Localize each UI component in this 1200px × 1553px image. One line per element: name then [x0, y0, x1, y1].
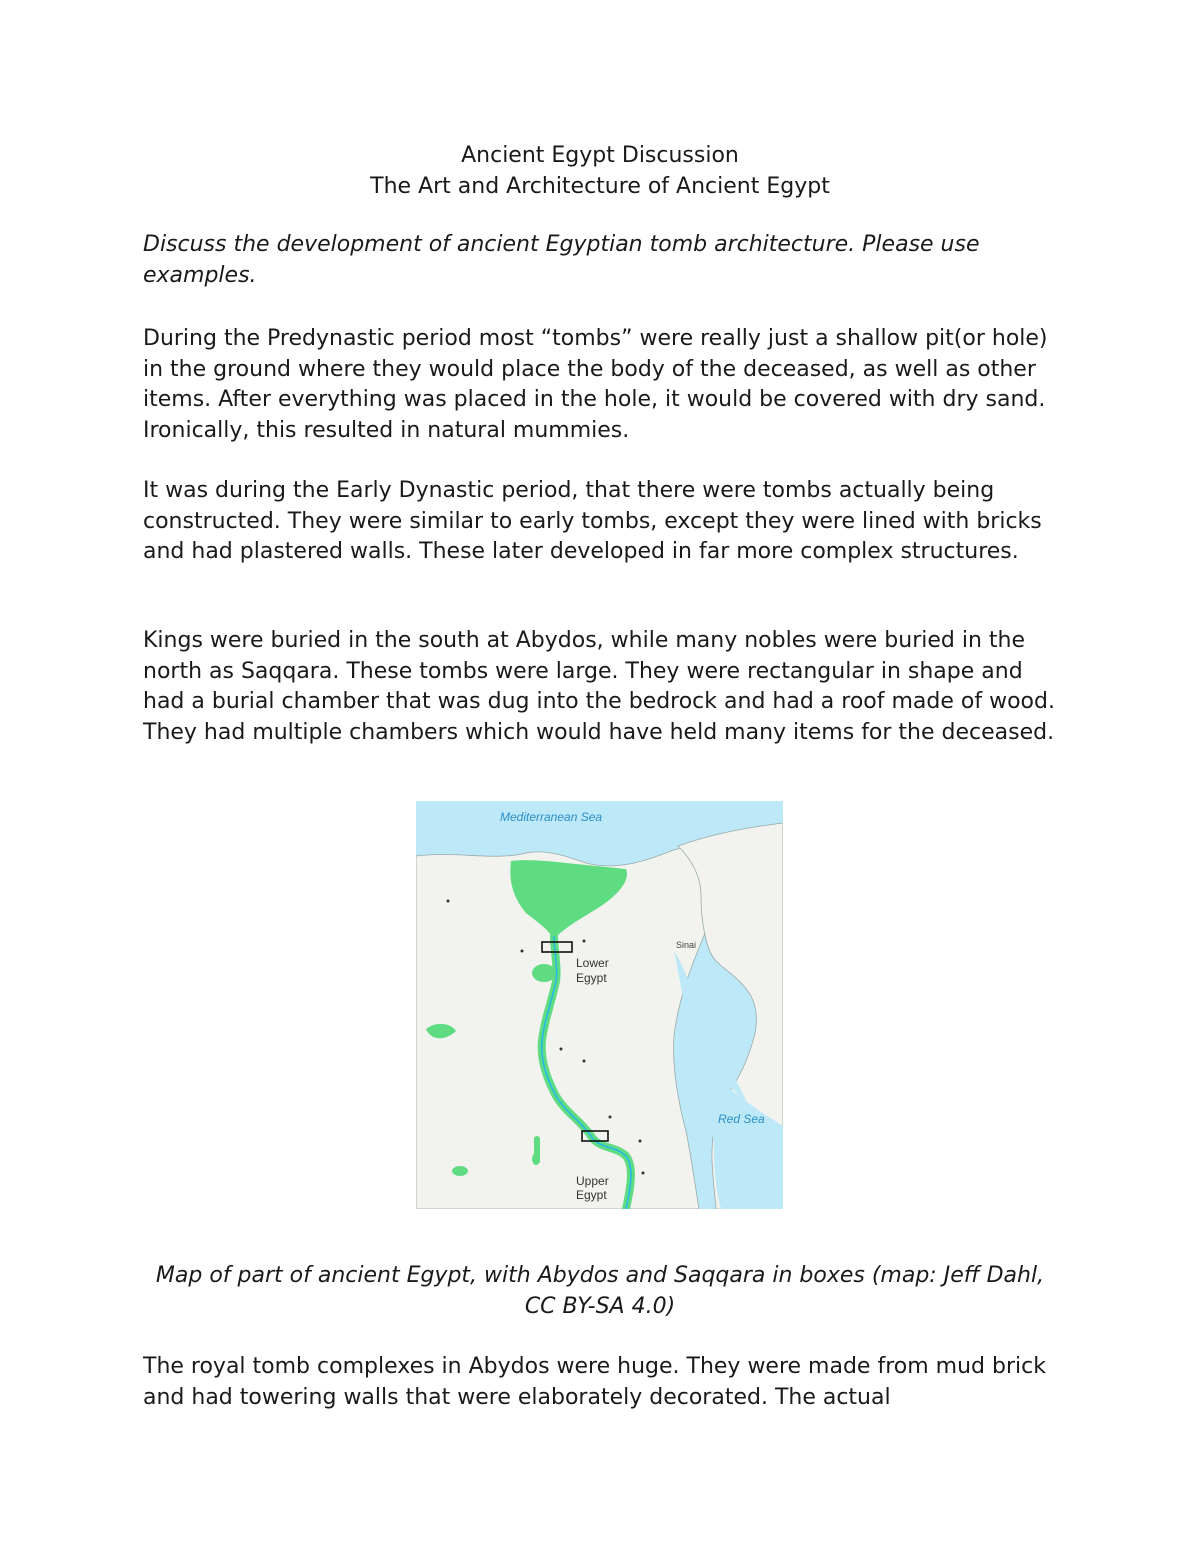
lower-egypt-label-line2: Egypt: [576, 971, 607, 985]
upper-egypt-label-line1: Upper: [576, 1174, 609, 1188]
mediterranean-label: Mediterranean Sea: [500, 810, 603, 824]
paragraph-predynastic: During the Predynastic period most “tombs” were really just a shallow pit(or hole) in the ground where they would place the body of the deceased, as well as other items. After everything was placed in the hole, it would be covered with dry sand. Ironically, this resulted in natural mummies.: [143, 326, 1048, 443]
document-subtitle: The Art and Architecture of Ancient Egypt: [370, 174, 830, 199]
sinai-label: Sinai: [676, 940, 697, 950]
document-title: Ancient Egypt Discussion: [461, 143, 739, 168]
paragraph-royal-tombs: The royal tomb complexes in Abydos were huge. They were made from mud brick and had towering walls that were elaborately decorated. The actual: [143, 1354, 1046, 1410]
discussion-prompt: Discuss the development of ancient Egyptian tomb architecture. Please use examples.: [143, 232, 980, 288]
upper-egypt-label-line2: Egypt: [576, 1188, 607, 1202]
lower-egypt-label-line1: Lower: [576, 956, 609, 970]
map-caption: Map of part of ancient Egypt, with Abydos and Saqqara in boxes (map: Jeff Dahl, CC BY-SA 4.0): [155, 1263, 1045, 1319]
red-sea-label: Red Sea: [718, 1112, 765, 1126]
title-block: [0, 140, 1200, 202]
paragraph-early-dynastic: It was during the Early Dynastic period, that there were tombs actually being constructed. They were similar to early tombs, except they were lined with bricks and had plastered walls. These later developed in far more complex structures.: [143, 478, 1042, 564]
paragraph-abydos-saqqara: Kings were buried in the south at Abydos, while many nobles were buried in the north as Saqqara. These tombs were large. They were rectangular in shape and had a burial chamber that was dug into the bedrock and had a roof made of wood. They had multiple chambers which would have held many items for the deceased.: [143, 628, 1055, 745]
egypt-map: [416, 801, 783, 1209]
oasis-dakhla: [452, 1166, 468, 1176]
